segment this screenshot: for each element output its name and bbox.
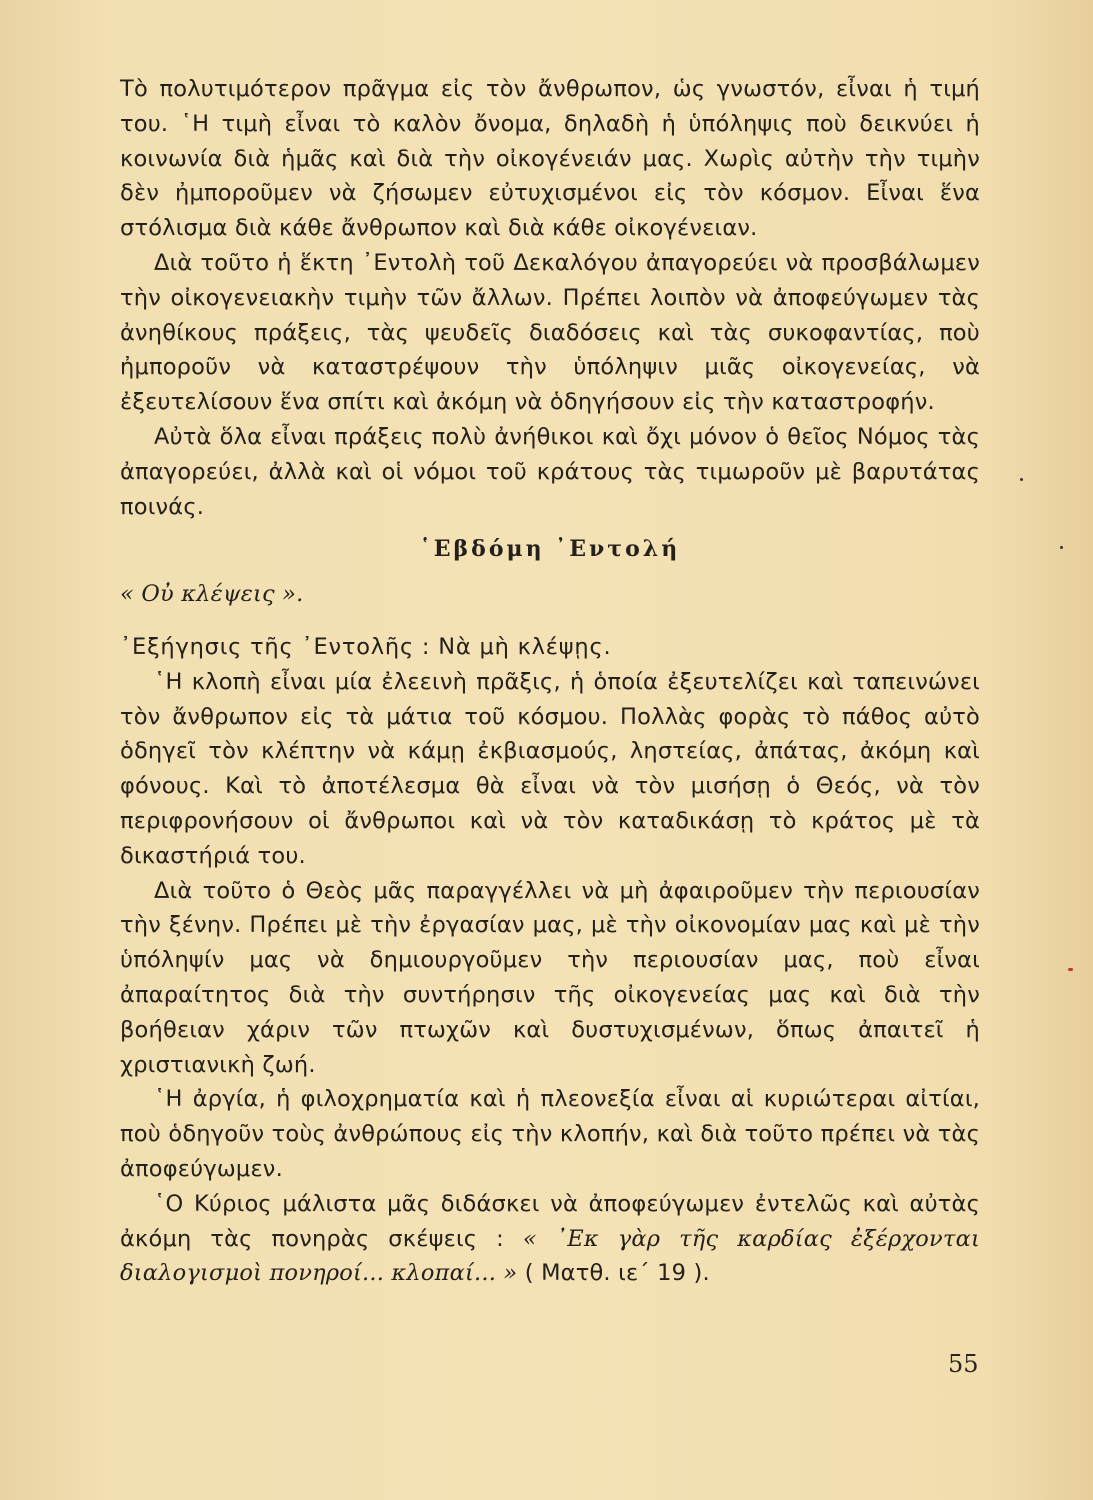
explanation-label: ᾿Εξήγησις τῆς ᾿Εντολῆς :: [120, 633, 431, 660]
paragraph-sixth-commandment: Διὰ τοῦτο ἡ ἕκτη ᾿Εντολὴ τοῦ Δεκαλόγου ἀπαγορεύει νὰ προσβάλωμεν τὴν οἰκογενειακὴν τιμὴν τῶν ἄλλων. Πρέπει λοιπὸν νὰ ἀποφεύγωμεν τὰς ἀνηθίκους πράξεις, τὰς ψευδεῖς διαδόσεις καὶ τὰς συκοφαντίας, ποὺ ἠμποροῦν νὰ καταστρέψουν τὴν ὑπόληψιν μιᾶς οἰκογενείας, νὰ ἐξευτελίσουν ἕνα σπίτι καὶ ἀκόμη νὰ ὁδηγήσουν εἰς τὴν καταστροφήν.: [120, 249, 980, 416]
section-heading: ῾Εβδόμη ᾿Εντολή: [419, 536, 681, 563]
scripture-reference: ( Ματθ. ιε΄ 19 ).: [524, 1260, 710, 1287]
lord-teaches-intro: ῾Ο Κύριος μάλιστα μᾶς διδάσκει νὰ ἀποφεύγωμεν ἐντελῶς καὶ αὐτὰς ἀκόμη τὰς πονηρὰς σκέψεις :: [120, 1190, 980, 1252]
paragraph-immoral-acts: Αὐτὰ ὅλα εἶναι πράξεις πολὺ ἀνήθικοι καὶ ὄχι μόνον ὁ θεῖος Νόμος τὰς ἀπαγορεύει, ἀλλὰ καὶ οἱ νόμοι τοῦ κράτους τὰς τιμωροῦν μὲ βαρυτάτας ποινάς.: [120, 423, 980, 520]
page-number: 55: [948, 1350, 979, 1378]
paragraph-theft: ῾Η κλοπὴ εἶναι μία ἐλεεινὴ πρᾶξις, ἡ ὁποία ἐξευτελίζει καὶ ταπεινώνει τὸν ἄνθρωπον εἰς τὰ μάτια τοῦ κόσμου. Πολλὰς φορὰς τὸ πάθος αὐτὸ ὁδηγεῖ τὸν κλέπτην νὰ κάμῃ ἐκβιασμούς, ληστείας, ἀπάτας, ἀκόμη καὶ φόνους. Καὶ τὸ ἀποτέλεσμα θὰ εἶναι νὰ τὸν μισήσῃ ὁ Θεός, νὰ τὸν περιφρονήσουν οἱ ἄνθρωποι καὶ νὰ τὸν καταδικάσῃ τὸ κράτος μὲ τὰ δικαστήριά του.: [120, 668, 980, 869]
explanation-line: [120, 630, 980, 665]
paragraph-property: Διὰ τοῦτο ὁ Θεὸς μᾶς παραγγέλλει νὰ μὴ ἀφαιροῦμεν τὴν περιουσίαν τὴν ξένην. Πρέπει μὲ τὴν ἐργασίαν μας, μὲ τὴν οἰκονομίαν μας καὶ μὲ τὴν ὑπόληψίν μας νὰ δημιουργοῦμεν τὴν περιουσίαν μας, ποὺ εἶναι ἀπαραίτητος διὰ τὴν συντήρησιν τῆς οἰκογενείας μας καὶ διὰ τὴν βοήθειαν χάριν τῶν πτωχῶν καὶ δυστυχισμένων, ὅπως ἀπαιτεῖ ἡ χριστιανικὴ ζωή.: [120, 877, 980, 1078]
paragraph-lord-teaches: [120, 1187, 980, 1291]
scripture-quote: « ᾿Εκ γὰρ τῆς καρδίας ἐξέρχονται διαλογισμοὶ πονηροί... κλοπαί... »: [120, 1225, 980, 1287]
paragraph-causes: ῾Η ἀργία, ἡ φιλοχρηματία καὶ ἡ πλεονεξία εἶναι αἱ κυριώτεραι αἰτίαι, ποὺ ὁδηγοῦν τοὺς ἀνθρώπους εἰς τὴν κλοπήν, καὶ διὰ τοῦτο πρέπει νὰ τὰς ἀποφεύγωμεν.: [120, 1086, 980, 1182]
ink-dot-mark: [1060, 546, 1063, 549]
ink-dot-mark: [1020, 478, 1023, 481]
red-speck-mark: [1068, 968, 1073, 971]
explanation-text: Νὰ μὴ κλέψῃς.: [438, 633, 612, 660]
page-text: [120, 72, 980, 1291]
paragraph-honor: Τὸ πολυτιμότερον πρᾶγμα εἰς τὸν ἄνθρωπον, ὡς γνωστόν, εἶναι ἡ τιμή του. ῾Η τιμὴ εἶναι τὸ καλὸν ὄνομα, δηλαδὴ ἡ ὑπόληψις ποὺ δεικνύει ἡ κοινωνία διὰ ἡμᾶς καὶ διὰ τὴν οἰκογένειάν μας. Χωρὶς αὐτὴν τὴν τιμὴν δὲν ἠμποροῦμεν νὰ ζήσωμεν εὐτυχισμένοι εἰς τὸν κόσμον. Εἶναι ἕνα στόλισμα διὰ κάθε ἄνθρωπον καὶ διὰ κάθε οἰκογένειαν.: [120, 76, 980, 242]
commandment-quote: « Οὐ κλέψεις ».: [120, 581, 304, 608]
